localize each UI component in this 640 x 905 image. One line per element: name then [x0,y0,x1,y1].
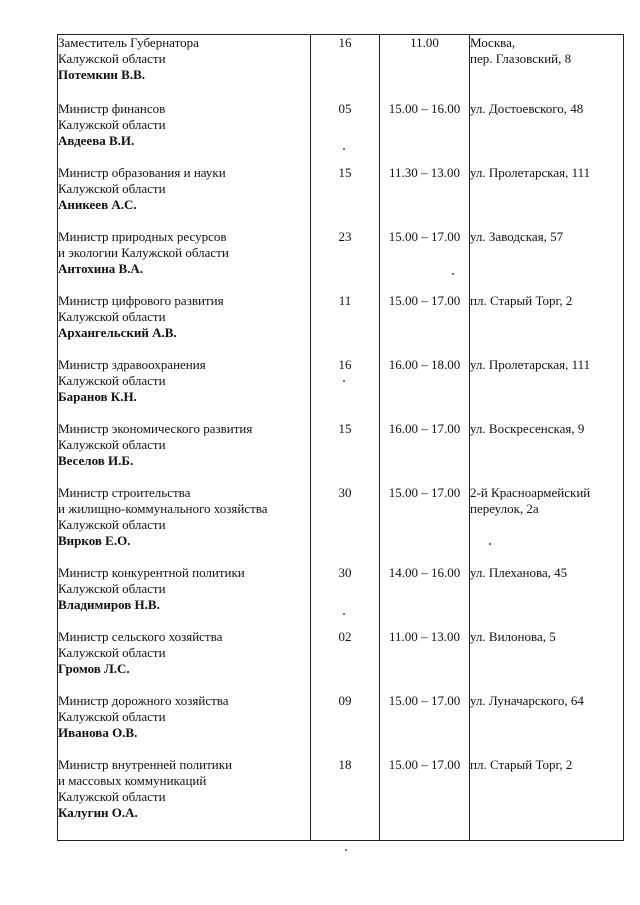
schedule-row [58,565,624,629]
scan-speck [343,148,345,150]
reception-time: 16.00 – 17.00 [380,421,470,485]
reception-day: 11 [311,293,380,357]
reception-address-line: ул. Вилонова, 5 [470,628,556,644]
official-position-line: Министр финансов [58,100,166,116]
reception-time: 11.00 – 13.00 [380,629,470,693]
official-name: Антохина В.А. [58,260,144,276]
official-name: Калугин О.А. [58,804,138,820]
official-cell [58,35,311,101]
official-cell [58,357,311,421]
official-cell [58,629,311,693]
reception-time: 15.00 – 17.00 [380,485,470,565]
reception-address-line: ул. Пролетарская, 111 [470,164,591,180]
reception-address-line: ул. Пролетарская, 111 [470,356,591,372]
reception-address-cell [470,565,624,629]
reception-address-line: ул. Воскресенская, 9 [470,420,585,436]
reception-day: 15 [311,165,380,229]
schedule-body [58,35,624,841]
reception-day: 23 [311,229,380,293]
official-cell [58,421,311,485]
official-position-line: Министр природных ресурсов [58,228,227,244]
official-name: Аникеев А.С. [58,196,137,212]
schedule-row [58,757,624,841]
reception-day: 09 [311,693,380,757]
official-name: Владимиров Н.В. [58,596,160,612]
schedule-row [58,293,624,357]
official-name: Архангельский А.В. [58,324,177,340]
reception-time: 11.30 – 13.00 [380,165,470,229]
schedule-row [58,693,624,757]
reception-day: 15 [311,421,380,485]
scan-speck [343,380,345,382]
official-position-line: и экологии Калужской области [58,244,229,260]
scan-speck [345,849,347,851]
official-position-line: Калужской области [58,116,166,132]
schedule-row [58,35,624,101]
scan-speck [452,273,454,275]
official-position-line: Калужской области [58,308,166,324]
official-name: Потемкин В.В. [58,67,146,82]
reception-address-line: ул. Плеханова, 45 [470,564,568,580]
reception-address-cell [470,101,624,165]
official-cell [58,485,311,565]
reception-address-cell [470,35,624,101]
reception-time: 15.00 – 17.00 [380,757,470,841]
reception-time: 15.00 – 17.00 [380,293,470,357]
official-position-line: Министр строительства [58,484,191,500]
official-name: Иванова О.В. [58,724,138,740]
reception-address-line: пл. Старый Торг, 2 [470,292,573,308]
official-position-line: Министр образования и науки [58,164,226,180]
official-name: Баранов К.Н. [58,388,137,404]
official-name: Авдеева В.И. [58,132,135,148]
reception-address-cell [470,421,624,485]
reception-address-line: 2-й Красноармейский [470,484,591,500]
reception-address-cell [470,757,624,841]
reception-address-line: ул. Луначарского, 64 [470,692,584,708]
schedule-row [58,229,624,293]
scan-speck [489,543,491,545]
reception-time: 15.00 – 16.00 [380,101,470,165]
official-cell [58,565,311,629]
official-position-line: и массовых коммуникаций [58,772,207,788]
schedule-row [58,101,624,165]
document-page [57,34,623,840]
reception-time: 11.00 [380,35,470,101]
official-position-line: Калужской области [58,51,166,66]
official-position-line: Калужской области [58,788,166,804]
reception-day: 16 [311,35,380,101]
reception-day: 30 [311,485,380,565]
official-position-line: Калужской области [58,372,166,388]
official-name: Вирков Е.О. [58,532,131,548]
schedule-row [58,421,624,485]
official-cell [58,757,311,841]
reception-address-cell [470,629,624,693]
reception-time: 15.00 – 17.00 [380,229,470,293]
schedule-row [58,165,624,229]
scan-speck [343,613,345,615]
official-cell [58,101,311,165]
official-position-line: Калужской области [58,708,166,724]
schedule-row [58,485,624,565]
official-cell [58,229,311,293]
official-position-line: Калужской области [58,644,166,660]
reception-address-cell [470,693,624,757]
reception-time: 16.00 – 18.00 [380,357,470,421]
reception-address-line: ул. Заводская, 57 [470,228,564,244]
reception-address-cell [470,165,624,229]
reception-address-cell [470,485,624,565]
reception-day: 05 [311,101,380,165]
official-cell [58,693,311,757]
official-position-line: Калужской области [58,436,166,452]
official-position-line: Министр сельского хозяйства [58,628,223,644]
reception-address-line: Москва, [470,35,516,50]
reception-time: 14.00 – 16.00 [380,565,470,629]
reception-address-cell [470,293,624,357]
reception-day: 16 [311,357,380,421]
reception-address-line: ул. Достоевского, 48 [470,100,584,116]
reception-address-line: переулок, 2а [470,500,539,516]
official-name: Громов Л.С. [58,660,130,676]
reception-day: 02 [311,629,380,693]
official-name: Веселов И.Б. [58,452,134,468]
schedule-row [58,629,624,693]
official-position-line: Министр здравоохранения [58,356,206,372]
official-position-line: и жилищно-коммунального хозяйства [58,500,268,516]
official-position-line: Министр внутренней политики [58,756,233,772]
official-position-line: Министр цифрового развития [58,292,224,308]
official-position-line: Калужской области [58,180,166,196]
reception-address-cell [470,357,624,421]
reception-address-cell [470,229,624,293]
official-position-line: Калужской области [58,580,166,596]
schedule-row [58,357,624,421]
official-cell [58,293,311,357]
official-position-line: Министр дорожного хозяйства [58,692,229,708]
official-position-line: Министр конкурентной политики [58,564,245,580]
official-position-line: Министр экономического развития [58,420,253,436]
reception-time: 15.00 – 17.00 [380,693,470,757]
reception-address-line: пер. Глазовский, 8 [470,51,572,66]
reception-schedule-table [57,34,624,841]
official-position-line: Калужской области [58,516,166,532]
reception-day: 18 [311,757,380,841]
official-cell [58,165,311,229]
official-position-line: Заместитель Губернатора [58,35,199,50]
reception-address-line: пл. Старый Торг, 2 [470,756,573,772]
reception-day: 30 [311,565,380,629]
